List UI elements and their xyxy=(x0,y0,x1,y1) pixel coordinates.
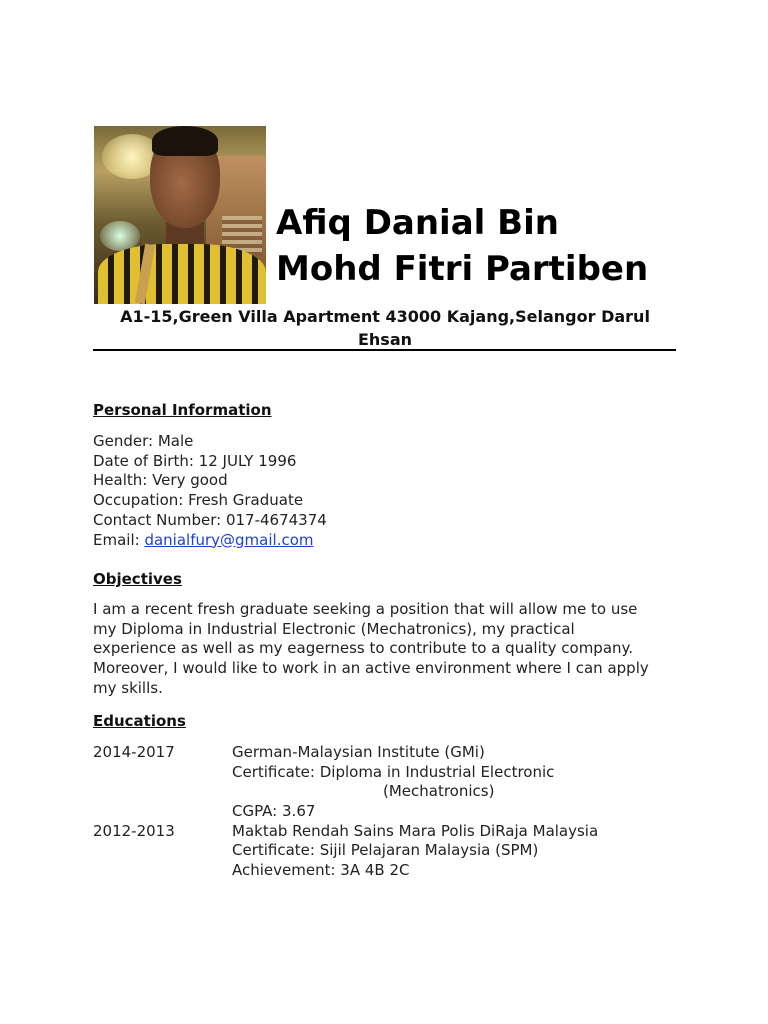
name-line-1: Afiq Danial Bin xyxy=(276,203,559,243)
education-certificate: Certificate: Sijil Pelajaran Malaysia (SPM) xyxy=(232,841,539,859)
header-divider xyxy=(93,349,676,351)
education-certificate-continued: (Mechatronics) xyxy=(383,782,495,800)
email-link[interactable]: danialfury@gmail.com xyxy=(144,530,314,549)
date-of-birth: Date of Birth: 12 JULY 1996 xyxy=(93,451,297,470)
education-institution: German-Malaysian Institute (GMi) xyxy=(232,743,485,761)
education-institution: Maktab Rendah Sains Mara Polis DiRaja Malaysia xyxy=(232,822,599,840)
gender: Gender: Male xyxy=(93,432,194,450)
email-label: Email: xyxy=(93,530,145,549)
education-result: CGPA: 3.67 xyxy=(232,802,316,820)
education-years: 2014-2017 xyxy=(93,743,175,761)
objectives-heading: Objectives xyxy=(93,570,182,588)
objectives-paragraph xyxy=(93,600,693,699)
occupation: Occupation: Fresh Graduate xyxy=(93,491,304,510)
address-line-1: A1-15,Green Villa Apartment 43000 Kajang,Selangor Darul xyxy=(120,307,650,326)
objectives-line: experience as well as my eagerness to contribute to a quality company. xyxy=(93,639,634,658)
educations-heading: Educations xyxy=(93,712,186,730)
education-certificate: Certificate: Diploma in Industrial Electronic xyxy=(232,763,555,781)
name-line-2: Mohd Fitri Partiben xyxy=(276,249,649,289)
profile-photo xyxy=(94,126,266,304)
objectives-line: I am a recent fresh graduate seeking a position that will allow me to use xyxy=(93,600,638,618)
applicant-name xyxy=(276,200,736,292)
objectives-line: my Diploma in Industrial Electronic (Mechatronics), my practical xyxy=(93,619,575,638)
contact-number: Contact Number: 017-4674374 xyxy=(93,510,327,529)
address xyxy=(94,305,676,351)
health: Health: Very good xyxy=(93,471,228,490)
personal-information xyxy=(93,432,327,550)
education-years: 2012-2013 xyxy=(93,822,175,840)
education-result: Achievement: 3A 4B 2C xyxy=(232,861,410,879)
objectives-line: my skills. xyxy=(93,678,163,697)
personal-information-heading: Personal Information xyxy=(93,401,272,419)
address-line-2: Ehsan xyxy=(357,330,413,349)
email-row xyxy=(93,531,327,551)
objectives-line: Moreover, I would like to work in an active environment where I can apply xyxy=(93,659,649,678)
